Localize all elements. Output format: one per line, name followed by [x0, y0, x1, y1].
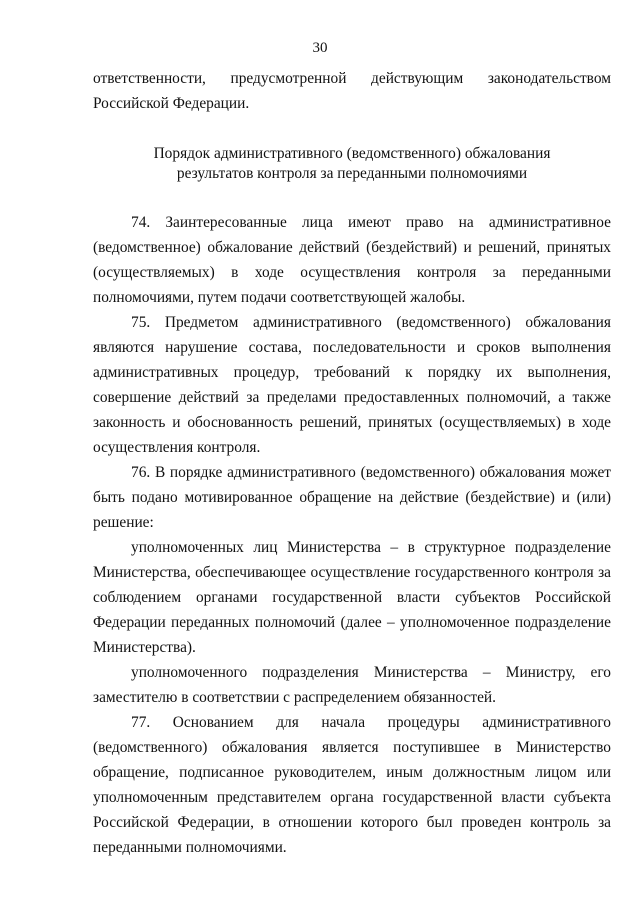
paragraph-75: 75. Предметом административного (ведомственного) обжалования являются нарушение состава, последовательности и сроков выполнения административных процедур, требований к порядку их выполнения, совершение действий за пределами предоставленных полномочий, а также законность и обоснованность решений, принятых (осуществляемых) в ходе осуществления контроля.: [93, 314, 611, 456]
paragraph-74: 74. Заинтересованные лица имеют право на административное (ведомственное) обжалование действий (бездействий) и решений, принятых (осуществляемых) в ходе осуществления контроля за переданными полномочиями, путем подачи соответствующей жалобы.: [93, 214, 611, 306]
document-body: [93, 66, 611, 860]
paragraph-76-item-2: уполномоченного подразделения Министерства – Министру, его заместителю в соответствии с распределением обязанностей.: [93, 664, 611, 706]
page-number: 30: [312, 40, 328, 56]
section-heading-line-1: Порядок административного (ведомственного) обжалования: [153, 145, 551, 162]
paragraph-76-item-1: уполномоченных лиц Министерства – в структурное подразделение Министерства, обеспечивающее осуществление государственного контроля за соблюдением органами государственной власти субъектов Российской Федерации переданных полномочий (далее – уполномоченное подразделение Министерства).: [93, 539, 611, 656]
section-heading-line-2: результатов контроля за переданными полномочиями: [176, 165, 528, 182]
paragraph-77: 77. Основанием для начала процедуры административного (ведомственного) обжалования является поступившее в Министерство обращение, подписанное руководителем, иным должностным лицом или уполномоченным представителем органа государственной власти субъекта Российской Федерации, в отношении которого был проведен контроль за переданными полномочиями.: [93, 714, 611, 856]
section-heading: [93, 144, 611, 184]
intro-paragraph: ответственности, предусмотренной действующим законодательством Российской Федерации.: [93, 70, 611, 112]
paragraph-76: 76. В порядке административного (ведомственного) обжалования может быть подано мотивированное обращение на действие (бездействие) и (или) решение:: [93, 464, 611, 531]
